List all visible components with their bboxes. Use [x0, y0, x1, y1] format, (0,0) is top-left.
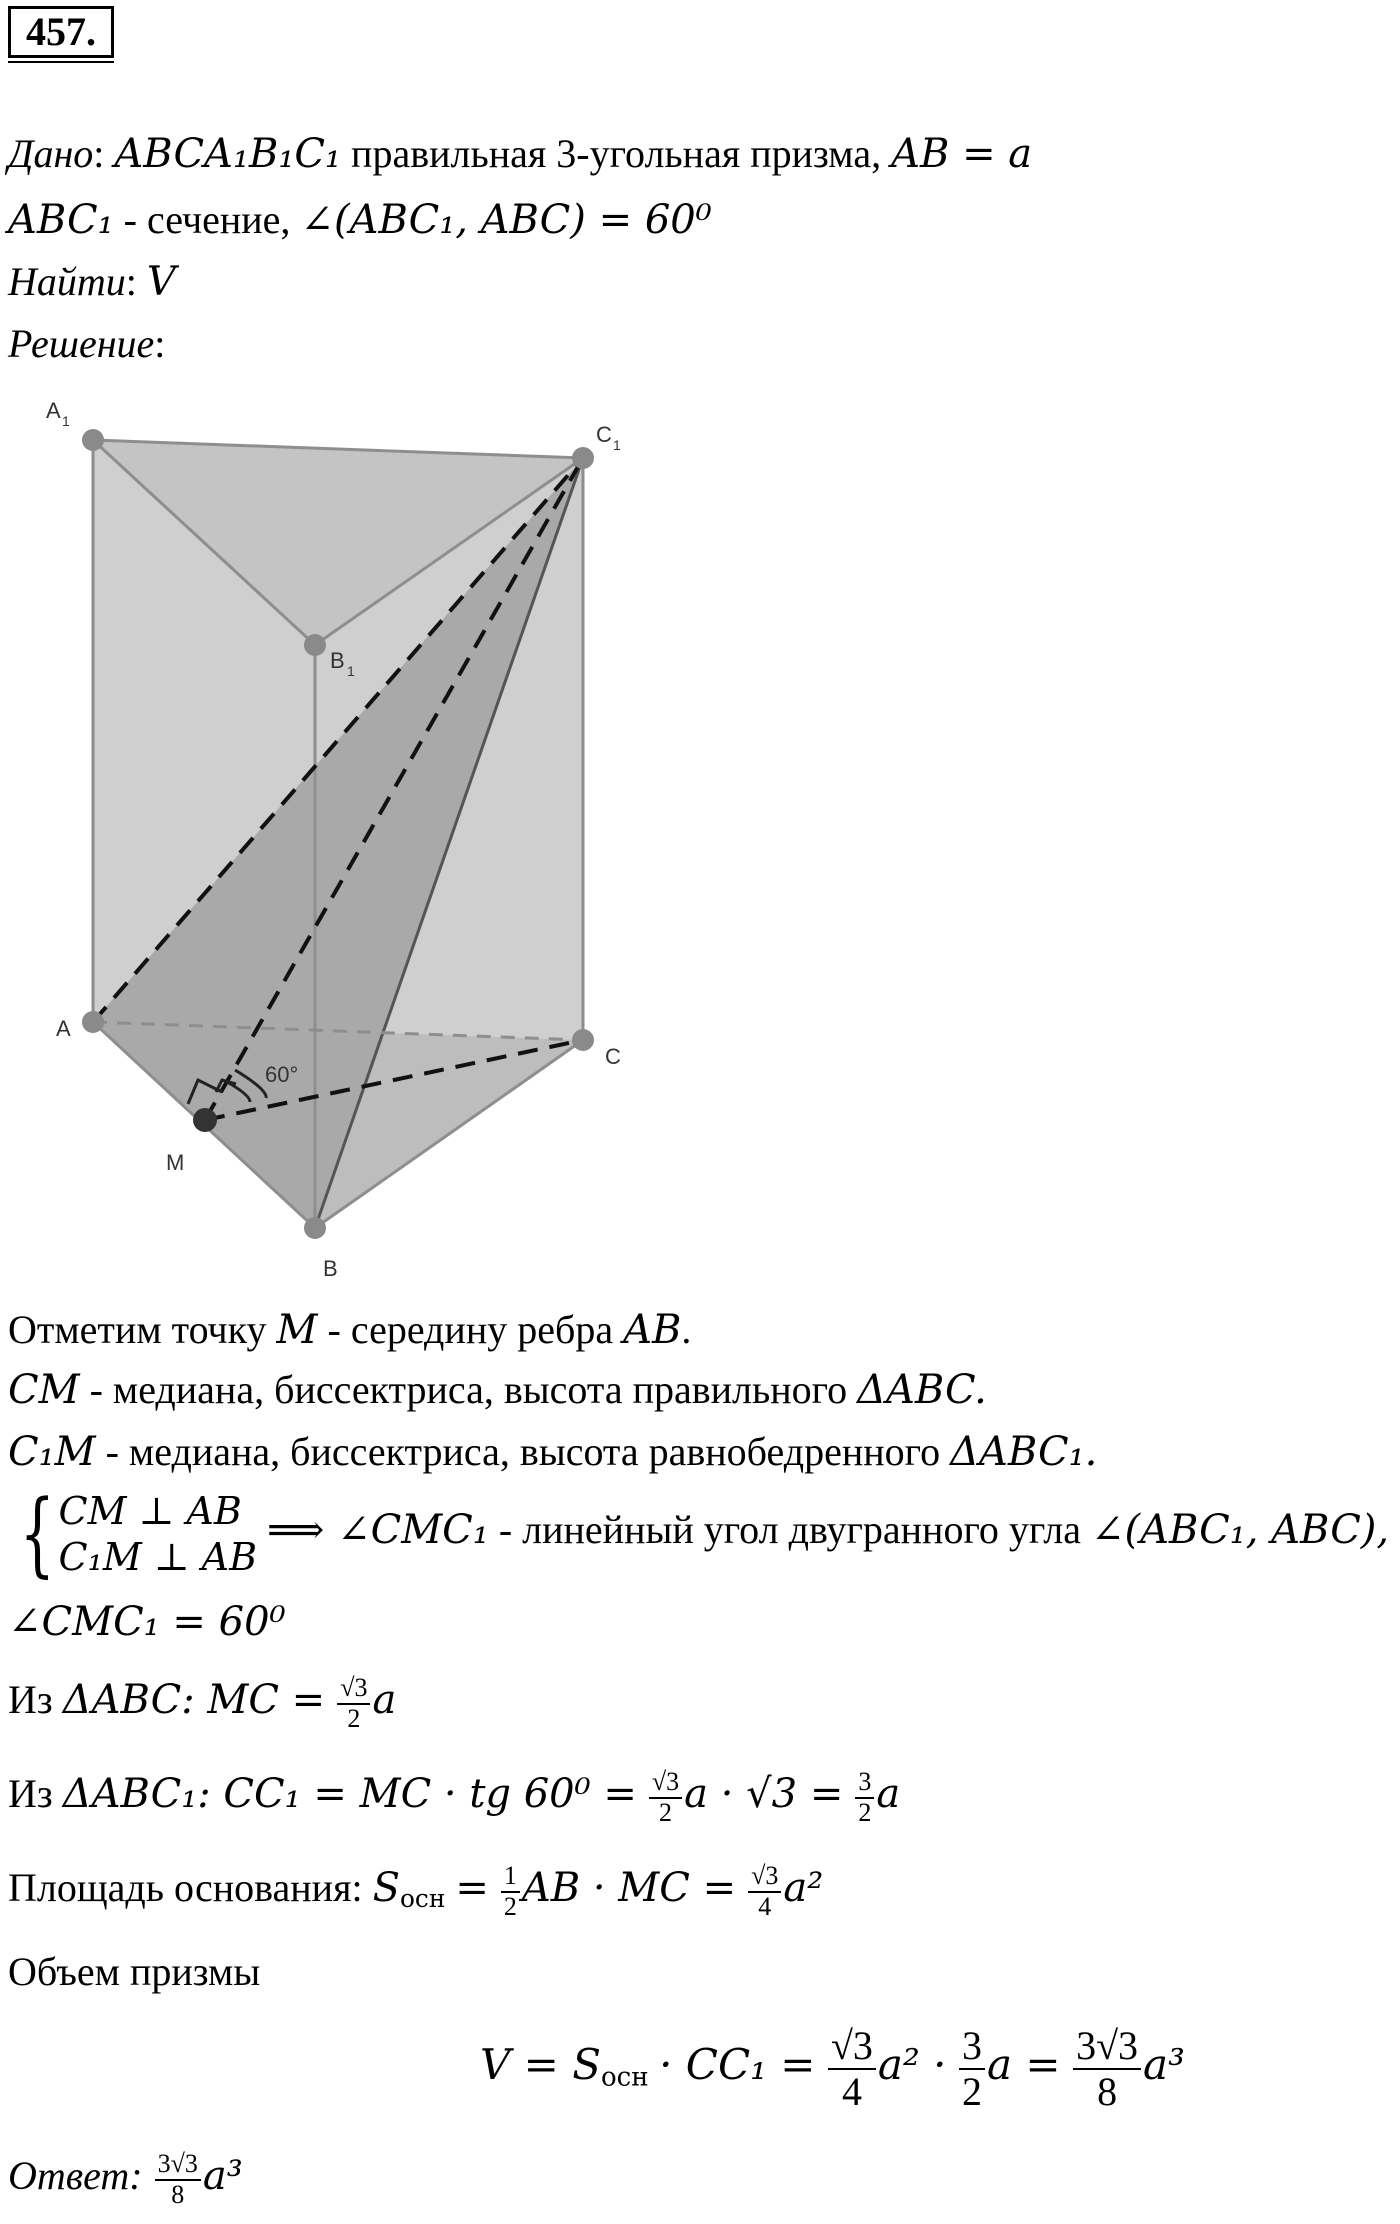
- step-2: [8, 1366, 987, 1414]
- step-5-eq: ∠CMC₁ = 60⁰: [8, 1599, 286, 1645]
- answer-frac: $\frac{3√3}{8}$: [155, 2150, 201, 2209]
- step-4-angle: ⟹ ∠CMC₁: [267, 1507, 489, 1553]
- given-angle: ∠(ABC₁, ABC) = 60⁰: [300, 197, 712, 243]
- step-7-prefix: Из: [8, 1770, 53, 1816]
- answer-line: [8, 2136, 243, 2216]
- step-1-text-2: - середину ребра: [327, 1307, 614, 1352]
- given-label: Дано: [8, 131, 94, 176]
- step-6-frac: $\frac{√3}{2}$: [337, 1674, 370, 1733]
- step-9: [8, 1948, 260, 1996]
- section-desc: - сечение,: [123, 197, 291, 242]
- label-b: B: [323, 1256, 338, 1281]
- step-6-prefix: Из: [8, 1676, 53, 1722]
- step-8-label: Площадь основания:: [8, 1864, 363, 1910]
- label-a1: A: [46, 398, 61, 423]
- step-6: [8, 1674, 396, 1733]
- label-b1: B: [330, 648, 345, 673]
- step-2-triangle: ΔABC.: [857, 1367, 987, 1413]
- point-c1: [572, 447, 594, 469]
- section-name: ABC₁: [8, 197, 114, 243]
- label-b1-sub: 1: [347, 663, 355, 679]
- step-2-text: - медиана, биссектриса, высота правильного: [89, 1367, 848, 1412]
- step-7: [8, 1768, 900, 1827]
- volume-a3: a³: [1143, 2040, 1185, 2089]
- given-ab: AB = a: [891, 131, 1033, 177]
- step-1: Отметим точку M - середину ребра AB.: [8, 1307, 692, 1353]
- step-8-frac-1: $\frac{1}{2}$: [501, 1862, 520, 1921]
- step-3-c1m: C₁M: [8, 1429, 96, 1475]
- solution-label-line: Решение:: [8, 321, 166, 366]
- find-label: Найти: [8, 259, 126, 304]
- step-3: [8, 1428, 1097, 1476]
- step-6-a: a: [372, 1676, 397, 1723]
- step-7-frac-2: $\frac{3}{2}$: [855, 1768, 874, 1827]
- find-line: Найти: V: [8, 259, 176, 305]
- system-brace: {: [19, 1479, 55, 1587]
- volume-formula: [480, 2010, 1185, 2133]
- step-8-s: S: [372, 1864, 400, 1911]
- point-b1: [304, 634, 326, 656]
- answer-label: Ответ:: [8, 2153, 143, 2198]
- label-a1-sub: 1: [62, 413, 70, 429]
- step-4-dihedral: ∠(ABC₁, ABC),: [1090, 1507, 1390, 1553]
- given-line-1: Дано: ABCA₁B₁C₁ правильная 3-угольная призма, AB = a: [8, 131, 1033, 177]
- step-1-ab: AB: [623, 1307, 682, 1353]
- find-value: V: [146, 259, 176, 305]
- step-7-eq: ΔABC₁: CC₁ = MC · tg 60⁰ =: [62, 1770, 637, 1817]
- step-5: [8, 1598, 286, 1646]
- step-7-frac-1: $\frac{√3}{2}$: [649, 1768, 682, 1827]
- step-8-eq: =: [455, 1864, 489, 1911]
- point-c: [572, 1029, 594, 1051]
- label-m: M: [166, 1150, 185, 1175]
- problem-number: 457.: [8, 6, 114, 58]
- given-line-2: [8, 196, 712, 244]
- answer-a3: a³: [202, 2153, 243, 2199]
- volume-v: V = S: [480, 2040, 601, 2089]
- step-3-triangle: ΔABC₁.: [950, 1429, 1098, 1475]
- step-1-m: M: [276, 1307, 318, 1353]
- point-m: [193, 1108, 217, 1132]
- prism-name: ABCA₁B₁C₁: [114, 131, 342, 177]
- volume-frac-3: $\frac{3√3}{8}$: [1073, 2024, 1141, 2114]
- system: [59, 1488, 257, 1580]
- point-b: [304, 1217, 326, 1239]
- step-8-a2: a²: [783, 1864, 824, 1911]
- step-2-cm: CM: [8, 1367, 80, 1413]
- label-c: C: [605, 1044, 621, 1069]
- angle-label: 60°: [265, 1062, 299, 1087]
- prism-figure: [40, 390, 660, 1290]
- step-6-eq: ΔABC: MC =: [62, 1676, 326, 1723]
- step-7-mid: a · √3 =: [684, 1770, 844, 1817]
- step-9-text: Объем призмы: [8, 1949, 261, 1994]
- step-8-mid: AB · MC =: [521, 1864, 737, 1911]
- point-a1: [82, 429, 104, 451]
- step-4: [8, 1479, 1390, 1587]
- label-a: A: [56, 1016, 71, 1041]
- label-c1-sub: 1: [613, 437, 621, 453]
- point-a: [82, 1011, 104, 1033]
- step-8-sub: осн: [400, 1883, 446, 1913]
- volume-mid-2: a =: [987, 2040, 1061, 2089]
- volume-mid-1: a² ·: [877, 2040, 947, 2089]
- label-c1: C: [596, 422, 612, 447]
- volume-sub: осн: [601, 2062, 649, 2093]
- system-eq-2: C₁M ⊥ AB: [58, 1534, 258, 1579]
- volume-frac-2: $\frac{3}{2}$: [959, 2024, 985, 2114]
- solution-label: Решение: [8, 321, 155, 366]
- step-7-a: a: [876, 1770, 901, 1817]
- step-4-text: - линейный угол двугранного угла: [498, 1507, 1081, 1552]
- step-8-frac-2: $\frac{√3}{4}$: [748, 1862, 781, 1921]
- step-1-text: Отметим точку: [8, 1307, 267, 1352]
- system-eq-1: CM ⊥ AB: [58, 1488, 242, 1533]
- step-3-text: - медиана, биссектриса, высота равнобедренного: [105, 1429, 941, 1474]
- volume-frac-1: $\frac{√3}{4}$: [828, 2024, 876, 2114]
- step-8: [8, 1862, 823, 1923]
- volume-cc1: · CC₁ =: [659, 2040, 816, 2089]
- prism-desc: правильная 3-угольная призма,: [351, 131, 882, 176]
